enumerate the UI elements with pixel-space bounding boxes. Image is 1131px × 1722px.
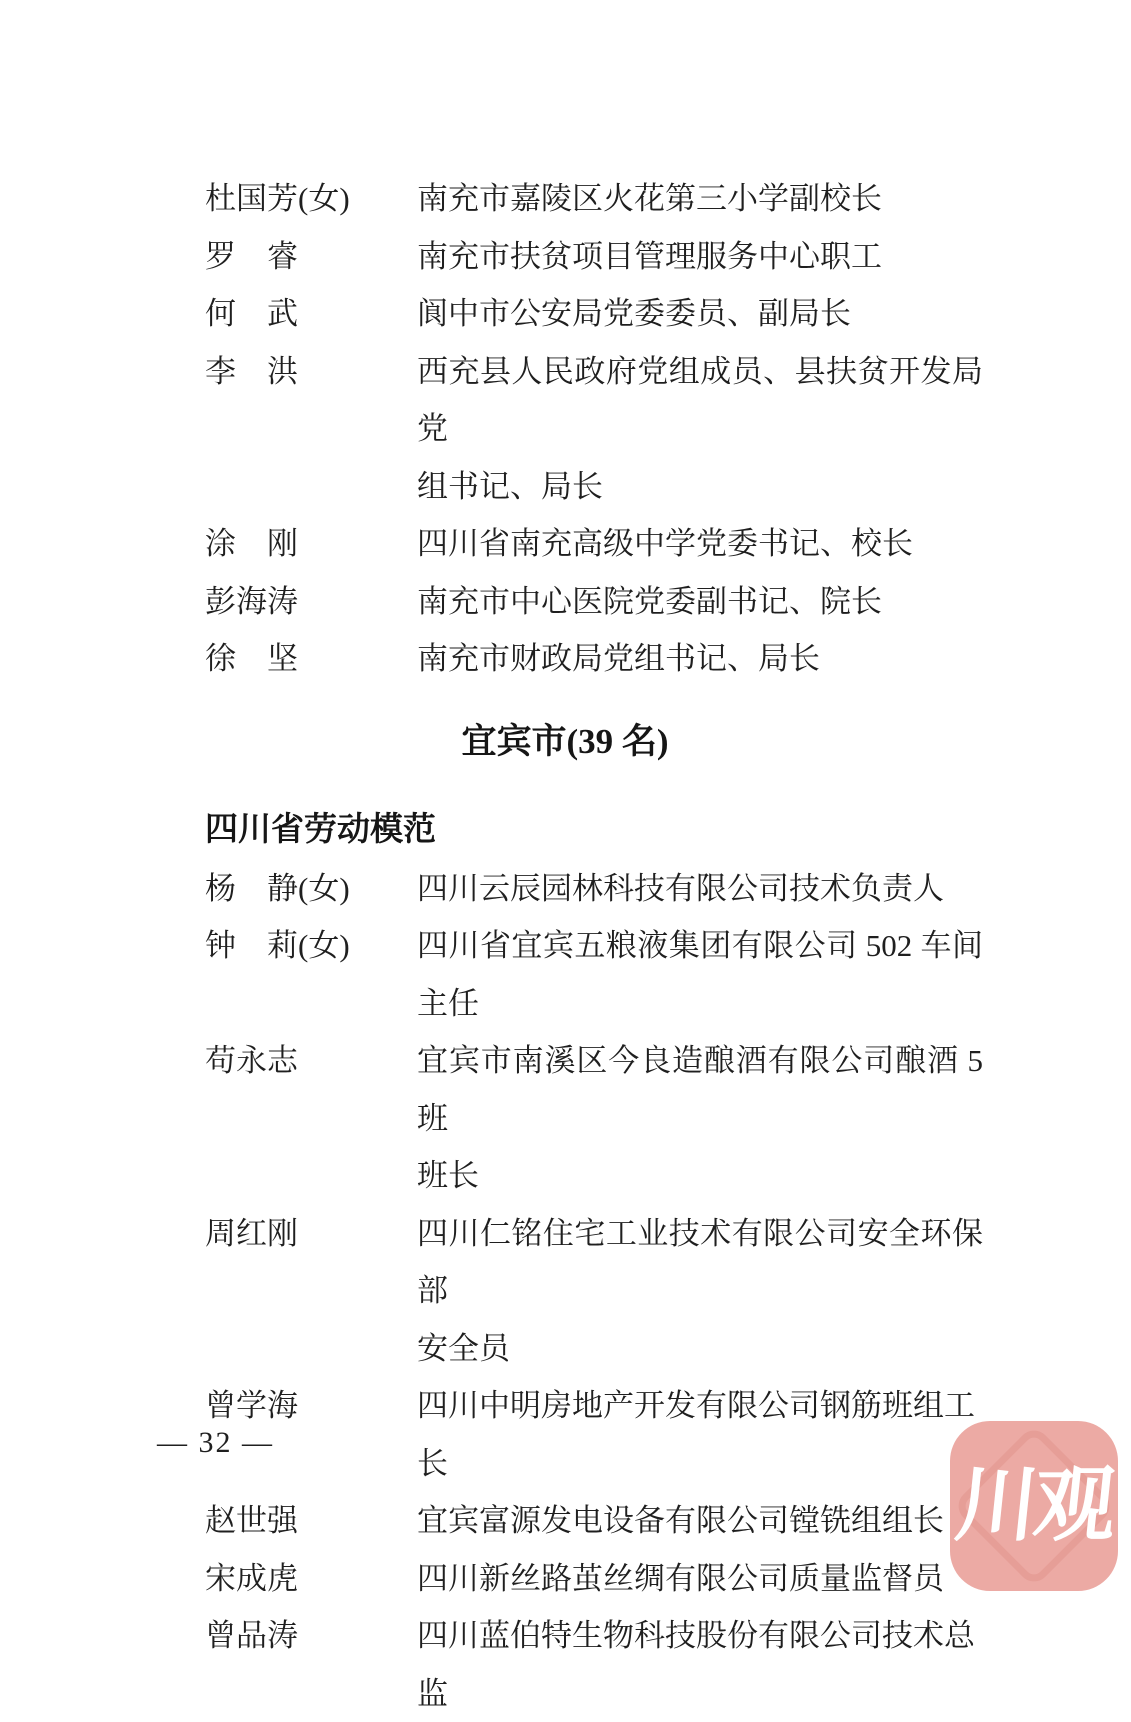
person-name: 曾学海 xyxy=(205,1388,298,1423)
title-line: 组书记、局长 xyxy=(417,468,603,504)
person-title xyxy=(417,285,983,343)
chuanguan-logo-text: 川观 xyxy=(951,1460,1117,1551)
table-row xyxy=(205,228,983,286)
person-title xyxy=(417,343,983,516)
person-title xyxy=(417,1550,983,1608)
table-row xyxy=(205,573,983,631)
title-line: 四川省宜宾五粮液集团有限公司 502 车间 xyxy=(417,928,983,963)
person-name: 罗 睿 xyxy=(205,238,298,274)
title-line: 四川仁铭住宅工业技术有限公司安全环保部 xyxy=(417,1215,983,1308)
person-title xyxy=(417,1492,983,1550)
person-name: 何 武 xyxy=(205,296,298,331)
table-row xyxy=(205,917,983,1032)
title-line: 四川新丝路茧丝绸有限公司质量监督员 xyxy=(417,1560,944,1596)
table-row xyxy=(205,860,983,918)
title-line: 南充市扶贫项目管理服务中心职工 xyxy=(417,238,882,274)
person-name: 赵世强 xyxy=(205,1503,298,1538)
person-title xyxy=(417,917,983,1032)
title-line: 阆中市公安局党委委员、副局长 xyxy=(417,296,851,331)
person-title xyxy=(417,1032,983,1205)
title-line: 四川省南充高级中学党委书记、校长 xyxy=(417,526,913,561)
title-line: 西充县人民政府党组成员、县扶贫开发局党 xyxy=(417,353,983,446)
title-line: 安全员 xyxy=(417,1330,510,1366)
table-row xyxy=(205,630,983,688)
chuanguan-watermark-badge xyxy=(950,1421,1118,1591)
person-title xyxy=(417,228,983,286)
section-heading: 宜宾市(39 名) xyxy=(461,721,669,761)
title-line: 南充市中心医院党委副书记、院长 xyxy=(417,583,882,619)
person-name: 涂 刚 xyxy=(205,526,298,561)
person-name: 钟 莉(女) xyxy=(205,928,350,963)
table-row xyxy=(205,1205,983,1378)
title-line: 宜宾富源发电设备有限公司镗铣组组长 xyxy=(417,1503,944,1538)
table-row xyxy=(205,170,983,228)
person-name: 苟永志 xyxy=(205,1043,298,1078)
page-number: — 32 — xyxy=(157,1426,274,1459)
title-line: 南充市财政局党组书记、局长 xyxy=(417,641,820,676)
person-title xyxy=(417,170,983,228)
person-name: 杨 静(女) xyxy=(205,870,350,906)
title-line: 班长 xyxy=(417,1158,479,1193)
person-name: 李 洪 xyxy=(205,353,298,389)
table-row xyxy=(205,343,983,516)
person-title xyxy=(417,1377,983,1492)
section-subheading: 四川省劳动模范 xyxy=(205,812,436,848)
table-row xyxy=(205,1607,983,1722)
person-name: 彭海涛 xyxy=(205,583,298,619)
person-title xyxy=(417,1205,983,1378)
honor-roll-list xyxy=(205,170,983,1722)
title-line: 四川蓝伯特生物科技股份有限公司技术总监 xyxy=(417,1618,975,1711)
person-name: 周红刚 xyxy=(205,1215,298,1251)
title-line: 宜宾市南溪区今良造酿酒有限公司酿酒 5 班 xyxy=(417,1043,983,1136)
title-line: 南充市嘉陵区火花第三小学副校长 xyxy=(417,181,882,216)
table-row xyxy=(205,515,983,573)
person-name: 徐 坚 xyxy=(205,641,298,676)
person-title xyxy=(417,1607,983,1722)
title-line: 四川中明房地产开发有限公司钢筋班组工长 xyxy=(417,1388,975,1481)
table-row xyxy=(205,1492,983,1550)
person-name: 曾品涛 xyxy=(205,1618,298,1653)
table-row xyxy=(205,285,983,343)
table-row xyxy=(205,1032,983,1205)
person-name: 杜国芳(女) xyxy=(205,181,350,216)
person-title xyxy=(417,860,983,918)
person-title xyxy=(417,630,983,688)
title-line: 四川云辰园林科技有限公司技术负责人 xyxy=(417,870,944,906)
title-line: 主任 xyxy=(417,985,479,1021)
person-title xyxy=(417,573,983,631)
person-name: 宋成虎 xyxy=(205,1560,298,1596)
table-row xyxy=(205,1377,983,1492)
person-title xyxy=(417,515,983,573)
table-row xyxy=(205,1550,983,1608)
